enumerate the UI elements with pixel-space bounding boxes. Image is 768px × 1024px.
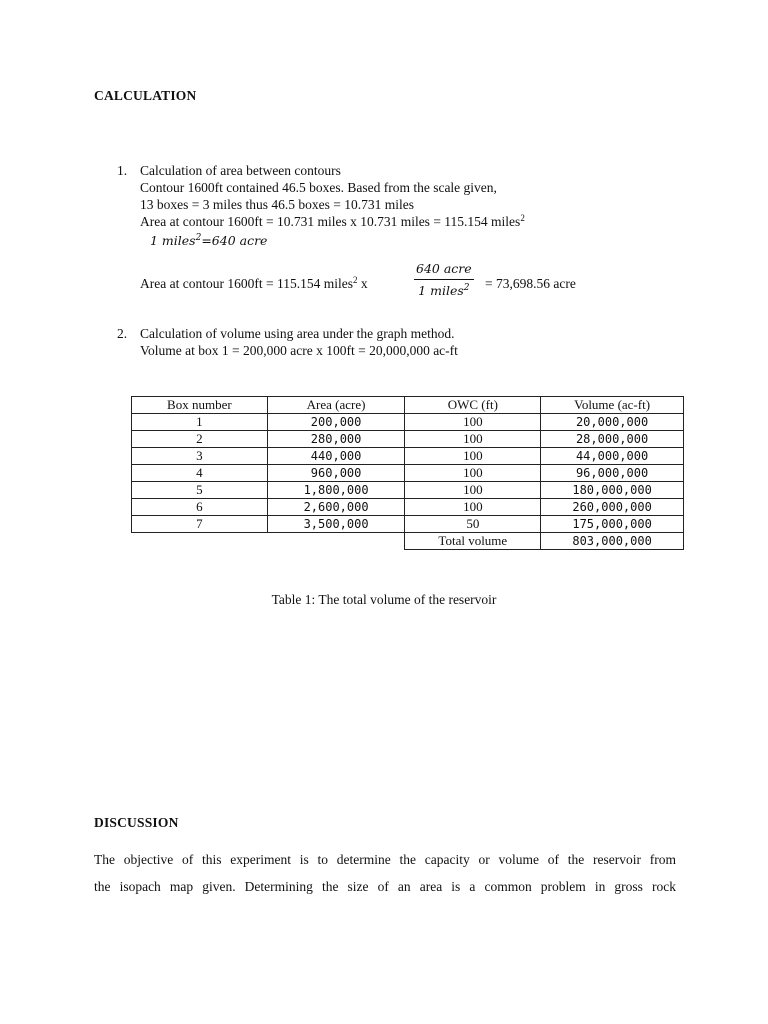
cell-area: 280,000: [267, 431, 405, 448]
fraction-denominator-text: 1 miles: [418, 283, 464, 298]
empty-cell: [267, 533, 405, 550]
empty-cell: [132, 533, 268, 550]
table-row: [132, 414, 684, 431]
cell-volume: 180,000,000: [541, 482, 684, 499]
item1-title: Calculation of area between contours: [140, 163, 341, 178]
cell-area: 200,000: [267, 414, 405, 431]
cell-box: 6: [132, 499, 268, 516]
header-volume: Volume (ac-ft): [541, 397, 684, 414]
total-label: Total volume: [405, 533, 541, 550]
table-row: [132, 482, 684, 499]
cell-owc: 100: [405, 431, 541, 448]
header-box-number: Box number: [132, 397, 268, 414]
cell-box: 2: [132, 431, 268, 448]
cell-owc: 100: [405, 482, 541, 499]
cell-area: 2,600,000: [267, 499, 405, 516]
fraction-denominator: [414, 280, 474, 298]
cell-owc: 50: [405, 516, 541, 533]
conversion-equation: [150, 233, 267, 248]
table-caption: Table 1: The total volume of the reservoir: [271, 592, 497, 607]
item1-number: 1.: [117, 163, 128, 178]
item1-line6: [140, 276, 368, 292]
cell-owc: 100: [405, 465, 541, 482]
header-owc: OWC (ft): [405, 397, 541, 414]
conversion-right: =640 acre: [201, 233, 268, 248]
multiply-sign: x: [357, 276, 368, 291]
cell-area: 440,000: [267, 448, 405, 465]
cell-box: 5: [132, 482, 268, 499]
cell-volume: 28,000,000: [541, 431, 684, 448]
cell-area: 1,800,000: [267, 482, 405, 499]
table-row: [132, 516, 684, 533]
cell-owc: 100: [405, 414, 541, 431]
fraction-denominator-sup: 2: [463, 283, 470, 293]
item1-line3: 13 boxes = 3 miles thus 46.5 boxes = 10.731 miles: [140, 197, 414, 212]
total-value: 803,000,000: [541, 533, 684, 550]
discussion-heading: DISCUSSION: [94, 815, 179, 830]
item2-number: 2.: [117, 326, 128, 341]
cell-volume: 44,000,000: [541, 448, 684, 465]
area-equation-sup: 2: [520, 213, 525, 223]
cell-volume: 20,000,000: [541, 414, 684, 431]
cell-box: 1: [132, 414, 268, 431]
table-row: [132, 465, 684, 482]
header-area: Area (acre): [267, 397, 405, 414]
conversion-result: = 73,698.56 acre: [485, 276, 576, 291]
table-total-row: [132, 533, 684, 550]
cell-area: 3,500,000: [267, 516, 405, 533]
area-equation-text: Area at contour 1600ft = 10.731 miles x 10.731 miles = 115.154 miles: [140, 214, 521, 229]
cell-owc: 100: [405, 499, 541, 516]
table-row: [132, 431, 684, 448]
calculation-heading: CALCULATION: [94, 88, 197, 103]
cell-box: 3: [132, 448, 268, 465]
fraction-numerator: 640 acre: [414, 261, 474, 280]
conversion-fraction: [414, 261, 474, 298]
table-header-row: [132, 397, 684, 414]
cell-volume: 96,000,000: [541, 465, 684, 482]
item1-line2: Contour 1600ft contained 46.5 boxes. Based from the scale given,: [140, 180, 497, 195]
cell-volume: 175,000,000: [541, 516, 684, 533]
area-conversion-text: Area at contour 1600ft = 115.154 miles: [140, 276, 353, 291]
table-row: [132, 448, 684, 465]
conversion-left: 1 miles: [150, 233, 196, 248]
conversion-sup: 2: [195, 233, 202, 243]
area-conversion-sup: 2: [352, 275, 358, 285]
discussion-line-2: the isopach map given. Determining the size of an area is a common problem in gross rock: [94, 879, 676, 894]
cell-box: 4: [132, 465, 268, 482]
discussion-line-1: The objective of this experiment is to determine the capacity or volume of the reservoir from: [94, 852, 676, 867]
item2-title: Calculation of volume using area under the graph method.: [140, 326, 455, 341]
item2-line2: Volume at box 1 = 200,000 acre x 100ft = 20,000,000 ac-ft: [140, 343, 458, 358]
table-row: [132, 499, 684, 516]
cell-volume: 260,000,000: [541, 499, 684, 516]
cell-box: 7: [132, 516, 268, 533]
cell-area: 960,000: [267, 465, 405, 482]
volume-table: [131, 396, 684, 550]
item1-line4: [140, 214, 525, 230]
cell-owc: 100: [405, 448, 541, 465]
